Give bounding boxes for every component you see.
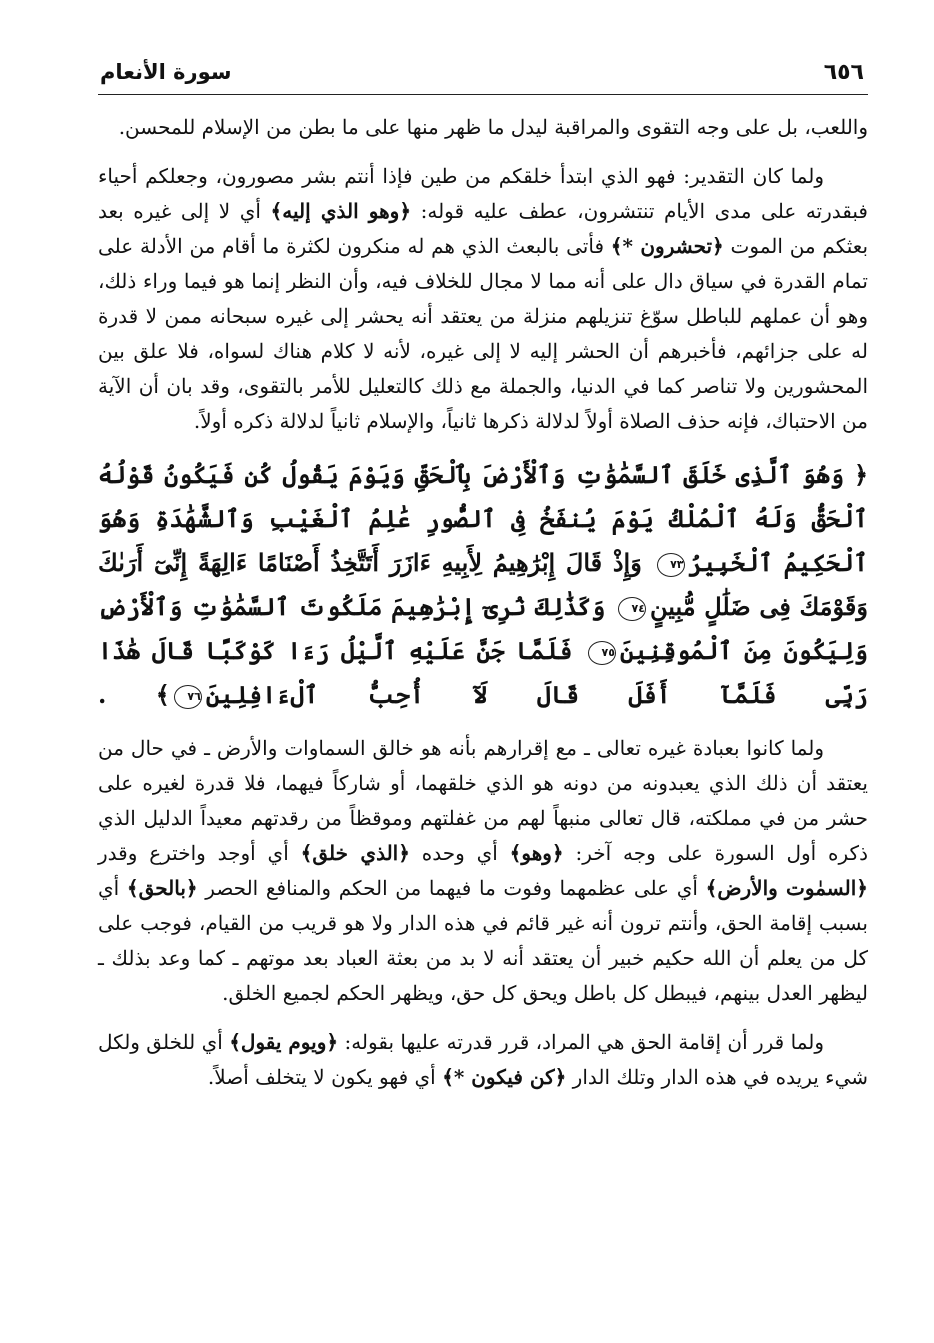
page-number: ٦٥٦	[823, 60, 864, 85]
paragraph-3-text-3: أي أوجد واخترع وقدر	[98, 841, 301, 865]
quran-quote: ﴿الذي خلق﴾	[300, 841, 410, 865]
sura-title: سورة الأنعام	[100, 60, 232, 84]
ornate-bracket-open: ﴿	[853, 460, 868, 489]
paragraph-2	[98, 159, 868, 439]
quran-quote: ﴿وهو﴾	[509, 841, 564, 865]
ornate-bracket-close: ﴾ .	[98, 680, 170, 709]
quran-quote: ﴿تحشرون *﴾	[610, 234, 724, 258]
paragraph-2-text-3: فأتى بالبعث الذي هم له منكرون لكثرة ما أقام من الأدلة على تمام القدرة في سياق دال على أنه مما لا مجال للخلاف فيه، وأن النظر إنما هو فيما وراء ذلك، وهو أن عملهم للباطل سوّغ تنزيلهم منزلة من يعتقد أنه يحشر إلى غيره سبحانه ممن لا قدرة له على جزائهم، فأخبرهم أن الحشر إليه لا إلى غيره، لأنه لا كلام هناك لسواه، فلا علق بين المحشورين ولا تناصر كما في الدنيا، والجملة مع ذلك كالتعليل للأمر بالتقوى، وقد بان أن الآية من الاحتباك، فإنه حذف الصلاة أولاً لدلالة ذكرها ثانياً، والإسلام ثانياً لدلالة ذكره أولاً.	[98, 234, 868, 433]
quran-quote: ﴿السمٰوت والأرض﴾	[705, 876, 868, 900]
paragraph-3-text-2: أي وحده	[409, 841, 510, 865]
quran-verses-block	[98, 453, 868, 717]
paragraph-3	[98, 731, 868, 1011]
body-text	[98, 110, 868, 1095]
ayah-number-marker: ٧٤	[618, 597, 646, 621]
ayah-number-marker: ٧٥	[588, 641, 616, 665]
paragraph-3-text-1: ولما كانوا بعبادة غيره تعالى ـ مع إقرارهم بأنه هو خالق السماوات والأرض ـ في حال من يعتقد أن ذلك الذي يعبدونه من دونه هو الذي خلقهما، أو شاركاً فيهما، فلا قدرة لغيره على حشر من في مملكته، قال تعالى منبهاً لهم من غفلتهم وموقظاً من رقدتهم معيداً الدليل الذي ذكره أول السورة على وجه آخر:	[98, 736, 868, 865]
verse-75: وَكَذَٰلِكَ نُرِىٓ إِبْرَٰهِيمَ مَلَكُوتَ ٱلسَّمَٰوَٰتِ وَٱلْأَرْضِ وَلِيَكُونَ مِنَ ٱلْمُوقِنِينَ	[98, 592, 868, 665]
quran-quote: ﴿وهو الذي إليه﴾	[270, 199, 412, 223]
ayah-number-marker: ٧٦	[174, 685, 202, 709]
paragraph-3-text-5: أي بسبب إقامة الحق، وأنتم ترون أنه غير قائم في هذه الدار ولا هو قريب من القيام، فوجب على كل من يعلم أن الله حكيم خبير أن يعتقد أنه لا بد من بعثة العباد بعد موتهم ـ كما وعد بذلك ـ ليظهر العدل بينهم، فيبطل كل باطل ويحق كل حق، ويظهر الحكم لجميع الخلق.	[98, 876, 868, 1005]
ayah-number-marker: ٧٣	[657, 553, 685, 577]
verse-76: فَلَمَّا جَنَّ عَلَيْهِ ٱلَّيْلُ رَءَا كَوْكَبًا قَالَ هَٰذَا رَبِّى فَلَمَّآ أَفَلَ قَالَ لَآ أُحِبُّ ٱلْءَافِلِينَ	[98, 636, 868, 709]
paragraph-1: واللعب، بل على وجه التقوى والمراقبة ليدل ما ظهر منها على ما بطن من الإسلام للمحسن.	[118, 115, 868, 139]
paragraph-2-text-1: ولما كان التقدير: فهو الذي ابتدأ خلقكم من طين فإذا أنتم بشر مصورون، وجعلكم أحياء فبقدرته على مدى الأيام تنتشرون، عطف عليه قوله:	[98, 164, 868, 223]
paragraph-4-text-3: أي فهو يكون لا يتخلف أصلاً.	[207, 1065, 443, 1089]
quran-quote: ﴿بالحق﴾	[126, 876, 198, 900]
paragraph-2-text-2: أي لا إلى غيره بعد بعثكم من الموت	[98, 199, 869, 258]
paragraph-3-text-4: أي على عظمهما وفوت ما فيهما من الحكم والمنافع الحصر	[197, 876, 706, 900]
quran-quote: ﴿كن فيكون *﴾	[442, 1065, 567, 1089]
page-header	[98, 56, 868, 95]
verse-74: وَإِذْ قَالَ إِبْرَٰهِيمُ لِأَبِيهِ ءَازَرَ أَتَتَّخِذُ أَصْنَامًا ءَالِهَةً إِنِّىٓ أَرَىٰكَ وَقَوْمَكَ فِى ضَلَٰلٍ مُّبِينٍ	[98, 548, 868, 621]
paragraph-4-text-1: ولما قرر أن إقامة الحق هي المراد، قرر قدرته عليها بقوله:	[338, 1030, 825, 1054]
paragraph-4-text-2: أي للخلق ولكل شيء يريده في هذه الدار وتلك الدار	[98, 1030, 868, 1089]
quran-quote: ﴿ويوم يقول﴾	[229, 1030, 339, 1054]
verse-73: وَهُوَ ٱلَّذِى خَلَقَ ٱلسَّمَٰوَٰتِ وَٱلْأَرْضَ بِٱلْحَقِّ وَيَوْمَ يَقُولُ كُن فَيَكُونُ قَوْلُهُ ٱلْحَقُّ وَلَهُ ٱلْمُلْكُ يَوْمَ يُنفَخُ فِى ٱلصُّورِ عَٰلِمُ ٱلْغَيْبِ وَٱلشَّهَٰدَةِ وَهُوَ ٱلْحَكِيمُ ٱلْخَبِيرُ	[98, 460, 868, 577]
paragraph-4	[98, 1025, 868, 1095]
